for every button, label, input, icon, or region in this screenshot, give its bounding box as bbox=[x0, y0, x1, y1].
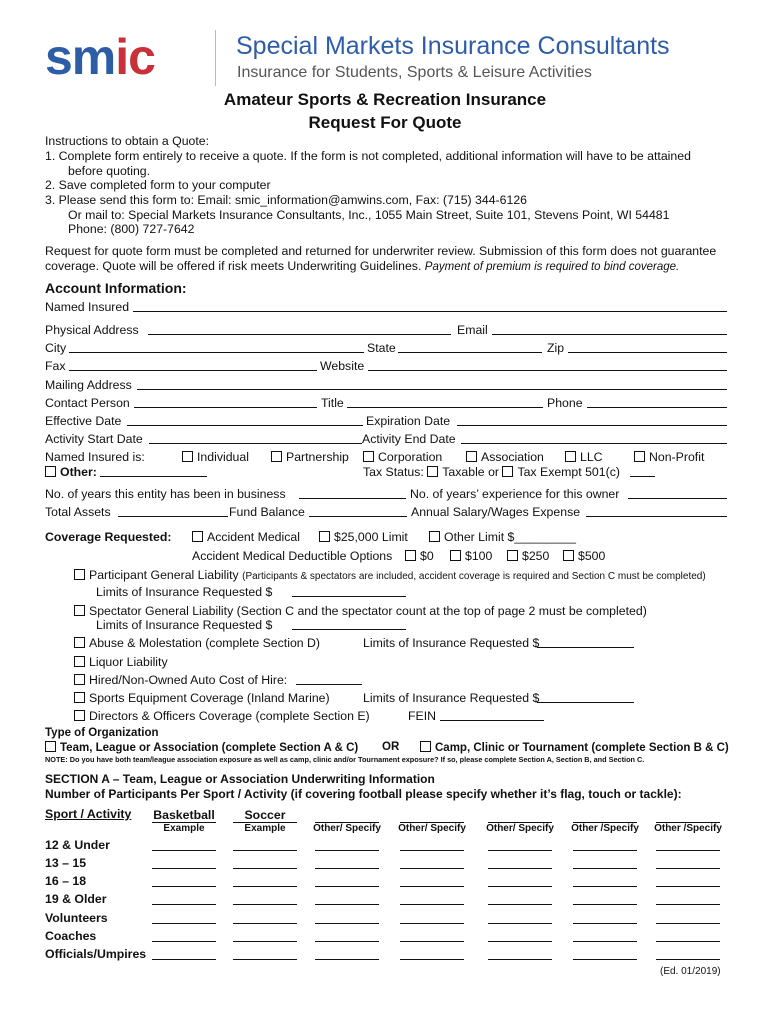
activity-start-field[interactable] bbox=[149, 443, 362, 444]
column-subheader: Other /Specify bbox=[654, 823, 722, 834]
equipment-limits-label: Limits of Insurance Requested $ bbox=[363, 691, 540, 705]
org-team-label: Team, League or Association (complete Section A & C) bbox=[60, 742, 359, 754]
table-row-label: Officials/Umpires bbox=[45, 947, 147, 961]
table-row-label: 16 – 18 bbox=[45, 874, 87, 888]
contact-person-label: Contact Person bbox=[45, 396, 130, 410]
org-or: OR bbox=[382, 741, 400, 753]
contact-row bbox=[45, 396, 727, 412]
tax-status-label: Tax Status: bbox=[363, 465, 424, 479]
table-cell[interactable] bbox=[573, 886, 637, 887]
years-business-field[interactable] bbox=[299, 498, 406, 499]
pgl-label: Participant General Liability bbox=[89, 568, 239, 582]
taxable-label: Taxable or bbox=[442, 465, 500, 479]
table-cell[interactable] bbox=[233, 850, 297, 851]
expiration-date-label: Expiration Date bbox=[366, 414, 451, 428]
column-subheader: Other/ Specify bbox=[486, 823, 554, 834]
phone-label: Phone bbox=[547, 396, 583, 410]
llc-label: LLC bbox=[580, 450, 603, 464]
logo-letters: ic bbox=[115, 29, 155, 85]
table-cell[interactable] bbox=[488, 886, 552, 887]
table-cell[interactable] bbox=[400, 850, 464, 851]
llc-option[interactable] bbox=[565, 450, 603, 464]
checkbox-icon bbox=[74, 637, 85, 648]
table-cell[interactable] bbox=[400, 959, 464, 960]
logo-divider bbox=[215, 30, 216, 86]
table-row-label: Volunteers bbox=[45, 911, 108, 925]
page-title: Amateur Sports & Recreation Insurance bbox=[223, 90, 547, 109]
table-cell[interactable] bbox=[315, 941, 379, 942]
table-cell[interactable] bbox=[656, 868, 720, 869]
title-label: Title bbox=[321, 396, 344, 410]
table-cell[interactable] bbox=[233, 868, 297, 869]
column-header[interactable] bbox=[488, 808, 552, 823]
abuse-option[interactable] bbox=[74, 636, 320, 650]
tax-exempt-checkbox[interactable] bbox=[502, 466, 513, 477]
table-cell[interactable] bbox=[573, 868, 637, 869]
mailing-row bbox=[45, 378, 727, 394]
org-heading: Type of Organization bbox=[45, 727, 159, 739]
deductible-0[interactable] bbox=[405, 549, 434, 563]
other-limit-option[interactable] bbox=[429, 530, 576, 544]
notice-line-2 bbox=[45, 259, 679, 273]
expiration-date-field[interactable] bbox=[457, 425, 727, 426]
cost-of-hire-field[interactable] bbox=[296, 684, 362, 685]
deductible-250-label: $250 bbox=[522, 549, 550, 563]
company-name: Special Markets Insurance Consultants bbox=[236, 32, 670, 60]
checkbox-icon bbox=[420, 741, 431, 752]
checkbox-icon bbox=[405, 550, 416, 561]
table-cell[interactable] bbox=[233, 886, 297, 887]
effective-date-field[interactable] bbox=[127, 425, 363, 426]
instruction-3: 3. Please send this form to: Email: smic_information@amwins.com, Fax: (715) 344-6126 bbox=[45, 193, 528, 207]
column-header[interactable] bbox=[573, 808, 637, 823]
fund-balance-label: Fund Balance bbox=[229, 505, 305, 519]
account-heading: Account Information: bbox=[45, 280, 187, 296]
partnership-label: Partnership bbox=[286, 450, 349, 464]
table-cell[interactable] bbox=[400, 904, 464, 905]
table-row-label: 19 & Older bbox=[45, 892, 107, 906]
deductible-500-label: $500 bbox=[578, 549, 606, 563]
table-cell[interactable] bbox=[152, 904, 216, 905]
instruction-3b: Or mail to: Special Markets Insurance Consultants, Inc., 1055 Main Street, Suite 101, Stevens Point, WI 54481 bbox=[68, 208, 670, 222]
edition-label: (Ed. 01/2019) bbox=[660, 966, 721, 977]
table-cell[interactable] bbox=[400, 923, 464, 924]
mailing-address-label: Mailing Address bbox=[45, 378, 132, 392]
tax-status bbox=[363, 465, 620, 479]
years-owner-label: No. of years’ experience for this owner bbox=[410, 487, 620, 501]
named-insured-field[interactable] bbox=[133, 311, 727, 312]
hired-row bbox=[74, 673, 734, 689]
activity-start-label: Activity Start Date bbox=[45, 432, 143, 446]
table-cell[interactable] bbox=[233, 923, 297, 924]
column-subheader: Other/ Specify bbox=[313, 823, 381, 834]
table-cell[interactable] bbox=[315, 868, 379, 869]
state-field[interactable] bbox=[398, 352, 542, 353]
fax-row bbox=[45, 359, 727, 375]
checkbox-icon bbox=[45, 741, 56, 752]
checkbox-icon bbox=[363, 451, 374, 462]
table-cell[interactable] bbox=[152, 850, 216, 851]
years-row bbox=[45, 487, 727, 503]
salary-field[interactable] bbox=[586, 516, 727, 517]
table-cell[interactable] bbox=[315, 850, 379, 851]
checkbox-icon bbox=[74, 605, 85, 616]
instruction-1b: before quoting. bbox=[68, 164, 151, 178]
liquor-label: Liquor Liability bbox=[89, 655, 168, 669]
deductible-label: Accident Medical Deductible Options bbox=[192, 549, 393, 563]
table-cell[interactable] bbox=[315, 904, 379, 905]
taxable-checkbox[interactable] bbox=[427, 466, 438, 477]
liquor-row bbox=[74, 655, 734, 671]
table-cell[interactable] bbox=[152, 923, 216, 924]
pgl-row bbox=[74, 568, 734, 584]
coverage-heading: Coverage Requested: bbox=[45, 530, 172, 544]
activity-dates-row bbox=[45, 432, 727, 448]
mailing-address-field[interactable] bbox=[137, 389, 727, 390]
individual-label: Individual bbox=[197, 450, 249, 464]
sgl-option[interactable] bbox=[74, 604, 647, 618]
instruction-1: 1. Complete form entirely to receive a quote. If the form is not completed, additional information will have to be attained bbox=[45, 149, 691, 163]
table-cell[interactable] bbox=[656, 850, 720, 851]
checkbox-icon bbox=[74, 692, 85, 703]
column-subheader: Other /Specify bbox=[571, 823, 639, 834]
association-option[interactable] bbox=[466, 450, 544, 464]
sport-activity-header: Sport / Activity bbox=[45, 807, 132, 821]
table-cell[interactable] bbox=[488, 868, 552, 869]
nonprofit-option[interactable] bbox=[634, 450, 704, 464]
named-insured-is-label: Named Insured is: bbox=[45, 450, 145, 464]
individual-option[interactable] bbox=[182, 450, 249, 464]
title-field[interactable] bbox=[347, 407, 543, 408]
checkbox-icon bbox=[450, 550, 461, 561]
city-label: City bbox=[45, 341, 67, 355]
years-owner-field[interactable] bbox=[628, 498, 727, 499]
dates-row bbox=[45, 414, 727, 430]
table-cell[interactable] bbox=[400, 941, 464, 942]
contact-person-field[interactable] bbox=[134, 407, 317, 408]
checkbox-icon bbox=[182, 451, 193, 462]
column-header[interactable] bbox=[656, 808, 720, 823]
corporation-option[interactable] bbox=[363, 450, 442, 464]
pgl-note: (Participants & spectators are included, accident coverage is required and Section C must be completed) bbox=[242, 571, 706, 582]
effective-date-label: Effective Date bbox=[45, 414, 122, 428]
abuse-label: Abuse & Molestation (complete Section D) bbox=[89, 636, 321, 650]
table-cell[interactable] bbox=[315, 886, 379, 887]
table-cell[interactable] bbox=[152, 886, 216, 887]
table-cell[interactable] bbox=[656, 923, 720, 924]
sgl-limits-label: Limits of Insurance Requested $ bbox=[96, 618, 273, 632]
deductible-100[interactable] bbox=[450, 549, 492, 563]
tax-exempt-label: Tax Exempt 501(c) bbox=[517, 465, 620, 479]
table-cell[interactable] bbox=[573, 941, 637, 942]
years-business-label: No. of years this entity has been in business bbox=[45, 487, 286, 501]
checkbox-icon bbox=[634, 451, 645, 462]
column-subheader: Example bbox=[244, 823, 286, 834]
zip-label: Zip bbox=[547, 341, 565, 355]
physical-address-field[interactable] bbox=[148, 334, 451, 335]
pgl-limits-row bbox=[96, 585, 416, 601]
checkbox-icon bbox=[319, 531, 330, 542]
org-note: NOTE: Do you have both team/league association exposure as well as camp, clinic and/or Tournament exposure? If so, please complete Section A, Section B, and Section C. bbox=[45, 755, 645, 764]
accident-medical-option[interactable] bbox=[192, 530, 300, 544]
abuse-limits-label: Limits of Insurance Requested $ bbox=[363, 636, 540, 650]
address-row bbox=[45, 323, 727, 339]
equipment-label: Sports Equipment Coverage (Inland Marine) bbox=[89, 691, 330, 705]
abuse-limits-field[interactable] bbox=[537, 647, 634, 648]
company-tagline: Insurance for Students, Sports & Leisure Activities bbox=[237, 64, 592, 81]
deductible-row bbox=[45, 549, 727, 565]
nonprofit-label: Non-Profit bbox=[649, 450, 705, 464]
hired-label: Hired/Non-Owned Auto Cost of Hire: bbox=[89, 673, 288, 687]
table-cell[interactable] bbox=[573, 959, 637, 960]
association-label: Association bbox=[481, 450, 544, 464]
directors-option[interactable] bbox=[74, 709, 370, 723]
physical-address-label: Physical Address bbox=[45, 323, 139, 337]
column-header: Soccer bbox=[233, 808, 297, 823]
hired-option[interactable] bbox=[74, 673, 287, 687]
directors-row bbox=[74, 709, 734, 725]
table-cell[interactable] bbox=[656, 941, 720, 942]
activity-end-label: Activity End Date bbox=[362, 432, 456, 446]
fein-field[interactable] bbox=[440, 720, 544, 721]
partnership-option[interactable] bbox=[271, 450, 349, 464]
corporation-label: Corporation bbox=[378, 450, 443, 464]
checkbox-icon bbox=[74, 569, 85, 580]
column-header: Basketball bbox=[153, 808, 215, 822]
limit-25k-label: $25,000 Limit bbox=[334, 530, 408, 544]
directors-label: Directors & Officers Coverage (complete Section E) bbox=[89, 709, 370, 723]
other-field[interactable] bbox=[100, 476, 207, 477]
table-cell[interactable] bbox=[488, 923, 552, 924]
column-header[interactable] bbox=[400, 808, 464, 823]
email-field[interactable] bbox=[492, 334, 727, 335]
checkbox-icon bbox=[565, 451, 576, 462]
org-camp-label: Camp, Clinic or Tournament (complete Section B & C) bbox=[435, 742, 729, 754]
sgl-limits-row bbox=[96, 618, 416, 634]
table-cell[interactable] bbox=[573, 923, 637, 924]
org-team-option[interactable] bbox=[45, 741, 358, 754]
smic-logo bbox=[45, 28, 155, 86]
phone-field[interactable] bbox=[587, 407, 727, 408]
total-assets-field[interactable] bbox=[118, 516, 228, 517]
accident-medical-label: Accident Medical bbox=[207, 530, 300, 544]
checkbox-icon bbox=[74, 656, 85, 667]
deductible-100-label: $100 bbox=[465, 549, 493, 563]
checkbox-icon bbox=[429, 531, 440, 542]
deductible-0-label: $0 bbox=[420, 549, 434, 563]
sgl-label: Spectator General Liability (Section C and the spectator count at the top of page 2 must be completed) bbox=[89, 604, 647, 618]
table-cell[interactable] bbox=[488, 959, 552, 960]
deductible-500[interactable] bbox=[563, 549, 605, 563]
equipment-row bbox=[74, 691, 734, 707]
table-row-label: 12 & Under bbox=[45, 838, 110, 852]
table-cell[interactable] bbox=[152, 868, 216, 869]
fund-balance-field[interactable] bbox=[309, 516, 407, 517]
other-option[interactable] bbox=[45, 465, 97, 479]
assets-row bbox=[45, 505, 727, 521]
website-field[interactable] bbox=[368, 370, 727, 371]
deductible-250[interactable] bbox=[507, 549, 549, 563]
fax-field[interactable] bbox=[69, 370, 317, 371]
activity-end-field[interactable] bbox=[461, 443, 727, 444]
instruction-3c: Phone: (800) 727-7642 bbox=[68, 222, 195, 236]
table-row-label: Coaches bbox=[45, 929, 97, 943]
equipment-option[interactable] bbox=[74, 691, 330, 705]
notice-text: coverage. Quote will be offered if risk meets Underwriting Guidelines. bbox=[45, 259, 422, 273]
equipment-limits-field[interactable] bbox=[537, 702, 634, 703]
logo-letters: sm bbox=[45, 29, 116, 85]
abuse-row bbox=[74, 636, 734, 652]
table-cell[interactable] bbox=[656, 904, 720, 905]
pgl-limits-label: Limits of Insurance Requested $ bbox=[96, 585, 273, 599]
checkbox-icon bbox=[74, 674, 85, 685]
checkbox-icon bbox=[563, 550, 574, 561]
city-row bbox=[45, 341, 727, 357]
named-insured-row bbox=[45, 300, 727, 316]
column-header[interactable] bbox=[315, 808, 379, 823]
org-camp-option[interactable] bbox=[420, 741, 729, 754]
sgl-limits-field[interactable] bbox=[292, 629, 406, 630]
table-cell[interactable] bbox=[656, 959, 720, 960]
liquor-option[interactable] bbox=[74, 655, 168, 669]
column-subheader: Other/ Specify bbox=[398, 823, 466, 834]
tax-row bbox=[45, 465, 727, 481]
table-cell[interactable] bbox=[656, 886, 720, 887]
fein-label: FEIN bbox=[408, 709, 437, 723]
notice-line-1: Request for quote form must be completed and returned for underwriter review. Submission of this form does not guarantee bbox=[45, 244, 717, 258]
page-subtitle: Request For Quote bbox=[308, 113, 462, 132]
entity-type-row bbox=[45, 450, 727, 466]
table-cell[interactable] bbox=[400, 886, 464, 887]
checkbox-icon bbox=[192, 531, 203, 542]
zip-field[interactable] bbox=[568, 352, 727, 353]
notice-italic: Payment of premium is required to bind coverage. bbox=[424, 261, 680, 273]
table-cell[interactable] bbox=[233, 959, 297, 960]
logo-word bbox=[45, 29, 155, 85]
city-field[interactable] bbox=[69, 352, 364, 353]
table-cell[interactable] bbox=[400, 868, 464, 869]
named-insured-label: Named Insured bbox=[45, 300, 130, 314]
section-a-heading: SECTION A – Team, League or Association Underwriting Information bbox=[45, 772, 435, 786]
pgl-option[interactable] bbox=[74, 568, 706, 582]
table-cell[interactable] bbox=[152, 959, 216, 960]
coverage-row bbox=[45, 530, 727, 546]
section-a-subheading: Number of Participants Per Sport / Activity (if covering football please specify whether it’s flag, touch or tackle): bbox=[45, 787, 682, 801]
instruction-2: 2. Save completed form to your computer bbox=[45, 178, 271, 192]
tax-exempt-field[interactable] bbox=[630, 476, 655, 477]
other-label: Other: bbox=[60, 465, 97, 479]
table-cell[interactable] bbox=[488, 904, 552, 905]
checkbox-icon bbox=[271, 451, 282, 462]
table-cell[interactable] bbox=[488, 941, 552, 942]
table-cell[interactable] bbox=[488, 850, 552, 851]
other-limit-label: Other Limit $_________ bbox=[444, 530, 576, 544]
fax-label: Fax bbox=[45, 359, 66, 373]
table-cell[interactable] bbox=[315, 959, 379, 960]
pgl-limits-field[interactable] bbox=[292, 596, 406, 597]
checkbox-icon bbox=[466, 451, 477, 462]
checkbox-icon bbox=[507, 550, 518, 561]
table-cell[interactable] bbox=[233, 941, 297, 942]
table-row-label: 13 – 15 bbox=[45, 856, 87, 870]
checkbox-icon bbox=[74, 710, 85, 721]
column-subheader: Example bbox=[163, 823, 205, 834]
instructions-heading: Instructions to obtain a Quote: bbox=[45, 134, 210, 148]
table-cell[interactable] bbox=[233, 904, 297, 905]
salary-label: Annual Salary/Wages Expense bbox=[411, 505, 581, 519]
checkbox-icon bbox=[45, 466, 56, 477]
table-cell[interactable] bbox=[573, 850, 637, 851]
state-label: State bbox=[367, 341, 396, 355]
website-label: Website bbox=[320, 359, 365, 373]
total-assets-label: Total Assets bbox=[45, 505, 111, 519]
table-cell[interactable] bbox=[315, 923, 379, 924]
limit-25k-option[interactable] bbox=[319, 530, 408, 544]
table-cell[interactable] bbox=[573, 904, 637, 905]
email-label: Email bbox=[457, 323, 488, 337]
table-cell[interactable] bbox=[152, 941, 216, 942]
